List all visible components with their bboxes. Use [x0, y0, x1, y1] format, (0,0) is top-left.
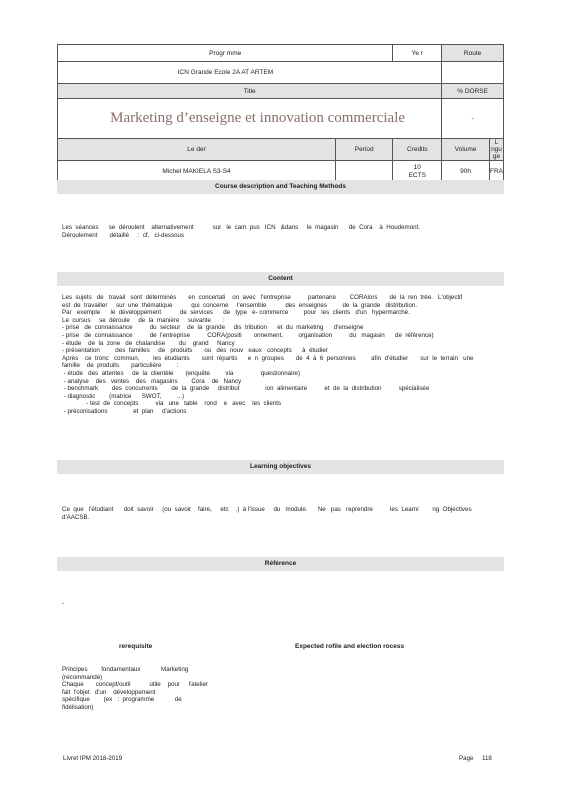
- programme-value: ICN Grande Ecole 2A AT ARTEM: [58, 62, 393, 84]
- year-value: [393, 62, 442, 84]
- period-label: Period: [336, 139, 393, 161]
- course-description-heading: Course description and Teaching Methods: [57, 180, 504, 194]
- volume-label: Volume: [442, 139, 490, 161]
- programme-label: Progr mme: [58, 45, 393, 62]
- leader-value: Michel MAKIELA S3-S4: [58, 161, 336, 183]
- learning-objectives-heading: Learning objectives: [57, 460, 504, 474]
- credits-value: 10 ECTS: [393, 161, 442, 183]
- footer-page-label: Page: [459, 755, 474, 762]
- leader-label: Le der: [58, 139, 336, 161]
- learning-objectives-text: Ce que l'étudiant doit savoir (ou savoir faire, etc .) à l'issue du module. Ne pas reprendre les Learni ng Objectives d'AACSB.: [62, 506, 472, 521]
- content-heading: Content: [57, 272, 504, 286]
- percent-value: -: [442, 99, 504, 139]
- content-text: Les sujets de travail sont déterminés en concertati on avec l'entreprise partenaire CORAlors de la ren trée. L'objectif est de travailler sur une thématique qui concerne l'ensemble des enseignes de la grande distribution. Par exemple le développement de services de type e- commerce pour les clients d'un hypermarché. Le cursus se déroule de la manière suivante : - prise de connaissance du secteur de la grande dis tribution et du marketing d'enseigne - prise de connaissance de l'entreprise CORA(positi onnement, organisation du magasin de référence) - étude de la zone de chalandise du grand Nancy - présentation des familles de produits ou des nouv eaux concepts à étudier Après ce tronc commun, les étudiants sont répartis e n groupes de 4 à 6 personnes afin d'étudier sur le terrain une famille de produits particulière : - étude des attentes de la clientèle (enquête via questionnaire) - analyse des ventes des magasins Cora de Nancy - benchmark des concurrents de la grande distribut ion alimentaire et de la distribution spécialisée - diagnostic (matrice SWOT, ...) - test de concepts via une table rond e avec les clients - préconisations et plan d'actions: [62, 294, 474, 415]
- footer-page-number: 118: [482, 755, 492, 762]
- volume-value: 90h: [442, 161, 490, 183]
- percent-label: % DORSE: [442, 84, 504, 99]
- footer-booklet: Livret IPM 2018-2019: [63, 755, 123, 762]
- title-label: Title: [58, 84, 442, 99]
- course-header-table: [57, 44, 504, 183]
- course-title: Marketing d’enseigne et innovation commerciale: [58, 99, 442, 139]
- route-value: [442, 62, 504, 84]
- prerequisite-heading: rerequisite: [119, 643, 153, 650]
- credits-label: Credits: [393, 139, 442, 161]
- prerequisite-text: Principes fondamentaux Marketing (recommandé) Chaque concept/outil utile pour l'atelier fait l'objet d'un développement spécifique (ex : programme de fidélisation): [62, 666, 208, 711]
- course-description-text: Les séances se déroulent alternativement sur le cam pus ICN &dans le magasin de Cora à Houdemont. Déroulement détaillé : cf. ci-dessous: [62, 224, 421, 239]
- expected-profile-heading: Expected rofile and election rocess: [295, 643, 405, 650]
- language-value: FRA: [490, 161, 504, 183]
- language-label: L ngu ge: [491, 139, 502, 160]
- reference-heading: Référence: [57, 557, 504, 571]
- year-label: Ye r: [393, 45, 442, 62]
- reference-text: -: [62, 600, 65, 607]
- route-label: Route: [442, 45, 504, 62]
